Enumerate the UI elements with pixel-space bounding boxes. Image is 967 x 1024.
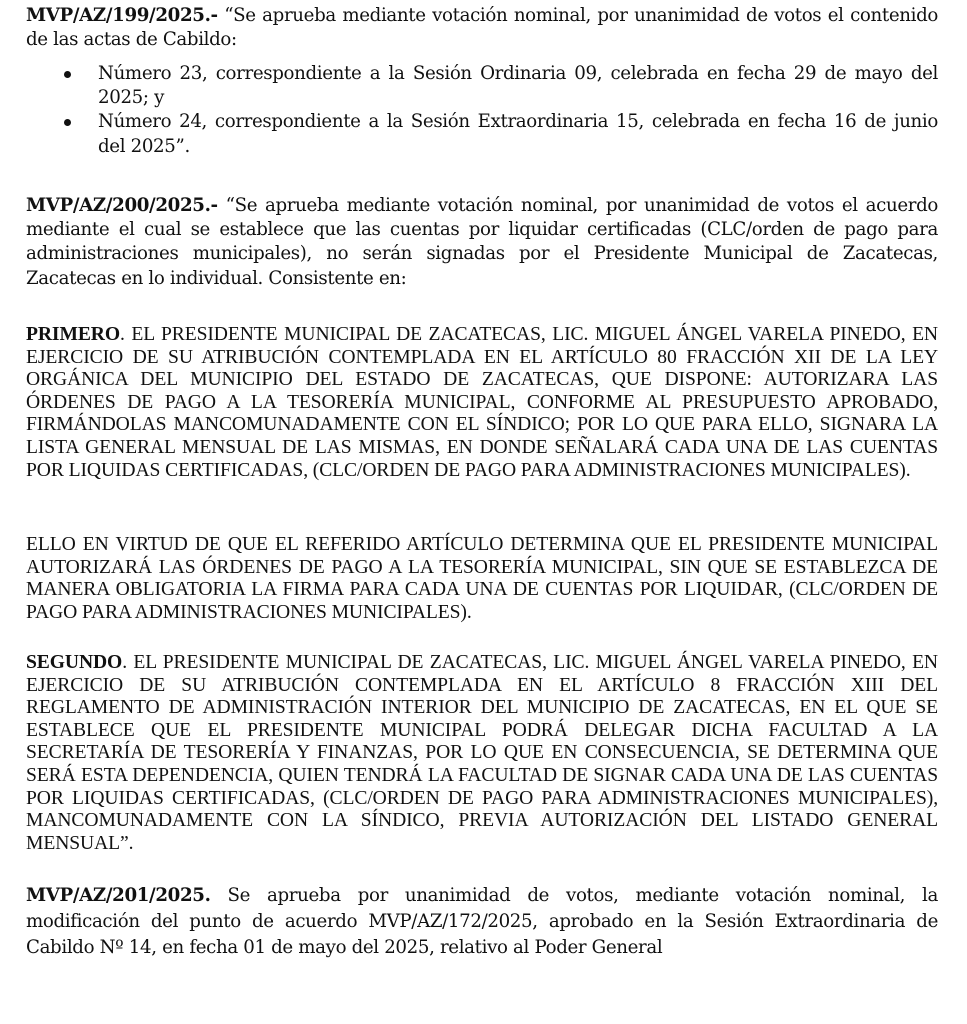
agreement-code: MVP/AZ/199/2025.- [26, 5, 218, 26]
segundo-label: SEGUNDO [26, 652, 123, 673]
ello-text: ELLO EN VIRTUD DE QUE EL REFERIDO ARTÍCULO DETERMINA QUE EL PRESIDENTE MUNICIPAL AUTORIZARÁ LAS ÓRDENES DE PAGO A LA TESORERÍA MUNICIPAL, SIN QUE SE ESTABLEZCA DE MANERA OBLIGATORIA LA FIRMA PARA CADA UNA DE CUENTAS POR LIQUIDAR, (CLC/ORDEN DE PAGO PARA ADMINISTRACIONES MUNICIPALES). [26, 534, 938, 623]
agreement-code: MVP/AZ/201/2025. [26, 885, 211, 906]
agreement-text: Se aprueba por unanimidad de votos, mediante votación nominal, la modificación del punto de acuerdo MVP/AZ/172/2025, aprobado en la Sesión Extraordinaria de Cabildo Nº 14, en fecha 01 de mayo del 2025, relativo al Poder General [26, 885, 938, 958]
ello-paragraph [26, 534, 938, 624]
segundo-text: . EL PRESIDENTE MUNICIPAL DE ZACATECAS, LIC. MIGUEL ÁNGEL VARELA PINEDO, EN EJERCICIO DE SU ATRIBUCIÓN CONTEMPLADA EN EL ARTÍCULO 8 FRACCIÓN XIII DEL REGLAMENTO DE ADMINISTRACIÓN INTERIOR DEL MUNICIPIO DE ZACATECAS, EN EL QUE SE ESTABLECE QUE EL PRESIDENTE MUNICIPAL PODRÁ DELEGAR DICHA FACULTAD A LA SECRETARÍA DE TESORERÍA Y FINANZAS, POR LO QUE EN CONSECUENCIA, SE DETERMINA QUE SERÁ ESTA DEPENDENCIA, QUIEN TENDRÁ LA FACULTAD DE SIGNAR CADA UNA DE LAS CUENTAS POR LIQUIDAS CERTIFICADAS, (CLC/ORDEN DE PAGO PARA ADMINISTRACIONES MUNICIPALES), MANCOMUNADAMENTE CON LA SÍNDICO, PREVIA AUTORIZACIÓN DEL LISTADO GENERAL MENSUAL”. [26, 652, 938, 854]
agreement-text: “Se aprueba mediante votación nominal, por unanimidad de votos el contenido de las actas de Cabildo: [26, 5, 938, 51]
list-item-text: Número 23, correspondiente a la Sesión Ordinaria 09, celebrada en fecha 29 de mayo del 2025; y [98, 63, 938, 109]
primero-paragraph [26, 324, 938, 482]
agreement-code: MVP/AZ/200/2025.- [26, 195, 218, 216]
primero-label: PRIMERO [26, 324, 120, 345]
bullet-icon [64, 119, 71, 126]
actas-list [26, 62, 938, 159]
list-item-text: Número 24, correspondiente a la Sesión Extraordinaria 15, celebrada en fecha 16 de junio del 2025”. [98, 111, 938, 157]
agreement-199-paragraph [26, 4, 938, 52]
list-item [26, 110, 938, 158]
agreement-201-paragraph [26, 883, 938, 961]
agreement-text: “Se aprueba mediante votación nominal, por unanimidad de votos el acuerdo mediante el cual se establece que las cuentas por liquidar certificadas (CLC/orden de pago para administraciones municipales), no serán signadas por el Presidente Municipal de Zacatecas, Zacatecas en lo individual. Consistente en: [26, 195, 938, 289]
primero-text: . EL PRESIDENTE MUNICIPAL DE ZACATECAS, LIC. MIGUEL ÁNGEL VARELA PINEDO, EN EJERCICIO DE SU ATRIBUCIÓN CONTEMPLADA EN EL ARTÍCULO 80 FRACCIÓN XII DE LA LEY ORGÁNICA DEL MUNICIPIO DEL ESTADO DE ZACATECAS, QUE DISPONE: AUTORIZARA LAS ÓRDENES DE PAGO A LA TESORERÍA MUNICIPAL, CONFORME AL PRESUPUESTO APROBADO, FIRMÁNDOLAS MANCOMUNADAMENTE CON EL SÍNDICO; POR LO QUE PARA ELLO, SIGNARA LA LISTA GENERAL MENSUAL DE LAS MISMAS, EN DONDE SEÑALARÁ CADA UNA DE LAS CUENTAS POR LIQUIDAS CERTIFICADAS, (CLC/ORDEN DE PAGO PARA ADMINISTRACIONES MUNICIPALES). [26, 324, 938, 481]
agreement-200-paragraph [26, 194, 938, 291]
list-item [26, 62, 938, 110]
segundo-paragraph [26, 652, 938, 855]
bullet-icon [64, 71, 71, 78]
